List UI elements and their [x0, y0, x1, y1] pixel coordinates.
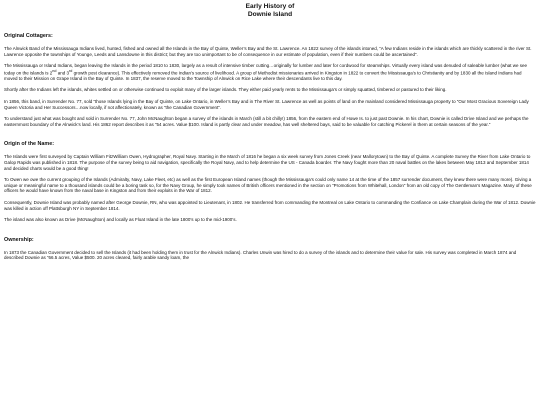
section-origin-of-name — [4, 141, 536, 222]
title-line-2: Downie Island — [247, 11, 293, 18]
section-heading: Ownership: — [4, 236, 34, 243]
paragraph: In 1856, this band, in Surrender No. 77, sold “those Islands lying in the Bay of Quinte, on Lake Ontario, in Weller’s Bay and in The River St. Lawrence as well as points of land on the mainland considered Mississauga property to “Our Most Gracious Sovereign Lady Queen Victoria and Her Successors…now locally, if not affectionately, known as “the Canadian Government”. — [4, 99, 529, 110]
section-heading: Original Cottagers: — [4, 33, 53, 39]
section-heading: Origin of the Name: — [4, 141, 55, 148]
paragraph: The Mississauga or Island Indians, began leaving the Islands in the period 1810 to 1830, largely as a result of intensive timber cutting…originally for lumber and later for cordwood for steamships. Virtually every island was denuded of saleable lumber (what we see today on the islands is 2nd and 3rd growth post clearance). This effectively removed the Indian’s source of livelihood. A group of Methodist missionaries arrived in Kingston in 1822 to convert the Mississauga’s to Christianity and by 1830 all the Island Indians had moved to their Mission on Grape Island in the Bay of Quinte. In 1837, the reserve moved to the Township of Alnwick on Rice Lake where their descendants live to this day. — [4, 63, 527, 81]
paragraph: Shortly after the Indians left the islands, whites settled on or otherwise continued to exploit many of the larger islands. They either paid yearly rents to the Mississauga’s or simply squatted, timbered or pastured to their liking. — [4, 87, 447, 93]
paragraph: The Alnwick Band of the Mississauga Indians lived, hunted, fished and owned all the Islands in the Bay of Quinte, Weller’s Bay and the St. Lawrence. An 1822 survey of the islands intoned, “A few Indians reside in the islands which are thickly scattered in the river St. Lawrence opposite the townships of Younge, Leeds and Lansdowne in this district; but they are too unimportant to be of consequence in our estimate of population, even if their numbers could be ascertained”. — [4, 46, 532, 57]
paragraph: The island was also known as Drive (McNaughton) and locally as Float Island in the late 1800’s up to the mid-1900’s. — [4, 217, 237, 223]
paragraph: The Islands were first surveyed by Captain William FitzWilliam Owen, Hydrographer, Royal Navy. Starting in the March of 1816 he began a six week survey from Jones Creek (near Mallorytown) to the Bay of Quinte. A complete Survey the River from Lake Ontario to Galop Rapids was published in 1818. The purpose of the survey being to aid navigation, specifically the Royal Navy, and to help determine the US - Canada boarder. The Navy fought more than 20 naval battles on the lakes between May 1813 and September 1814 and decided charts would be a good thing! — [4, 154, 531, 171]
section-original-cottagers — [4, 33, 536, 127]
paragraph: Consequently, Downie Island was probably named after George Downie, RN, who was appointed to Lieutenant, in 1802. He transferred from commanding the Montreal on Lake Ontario to commanding the Confiance on Lake Champlain during the War of 1812. Downie was killed in action off Plattsburgh NY in September 1814. — [4, 200, 536, 211]
document-title — [4, 3, 536, 19]
paragraph: To Owen we owe the current grouping of the Islands (Admiralty, Navy, Lake Fleet, etc) as well as the first European Island names (though the Mississauga’s could only name 14 at the time of the 1857 surrender document, they knew there were many more). Giving a unique or meaningful name to a thousand islands could be a boring task so, for the Navy Group, he simply took names of British officers mentioned in the section on “Promotions from Whitehall, London” from an old copy of The Gentleman’s Magazine. Many of these officers he would have known from the naval base in Kingston and from their exploits in the War of 1812. — [4, 177, 532, 194]
title-line-1: Early History of — [245, 3, 295, 10]
paragraph: In 1873 the Canadian Government decided to sell the Islands (it had been holding them in trust for the Alnwick Indians). Charles Unwin was hired to do a survey of the islands and to determine their value for sale. His survey was completed in March 1874 and described Downie as “66.5 acres, Value $500. 20 acres cleared, fairly arable sandy loam, the — [4, 249, 517, 261]
section-ownership — [4, 237, 536, 261]
paragraph: To understand just what was bought and sold in Surrender No. 77, John McNaughton began a survey of the islands in March (still a bit chilly!) 1856, from the eastern end of Howe Is. to just past Downie. In his chart, Downie is called Drive Island and we perhaps the easternmost boundary of the Alnwick’s land. His 1862 report describes it as “54 acres. Value $100. Island is partly clear and under meadow, has well sheltered bays, said to be valuable for catching Pickerel in them at certain seasons of the year.” — [4, 116, 529, 127]
